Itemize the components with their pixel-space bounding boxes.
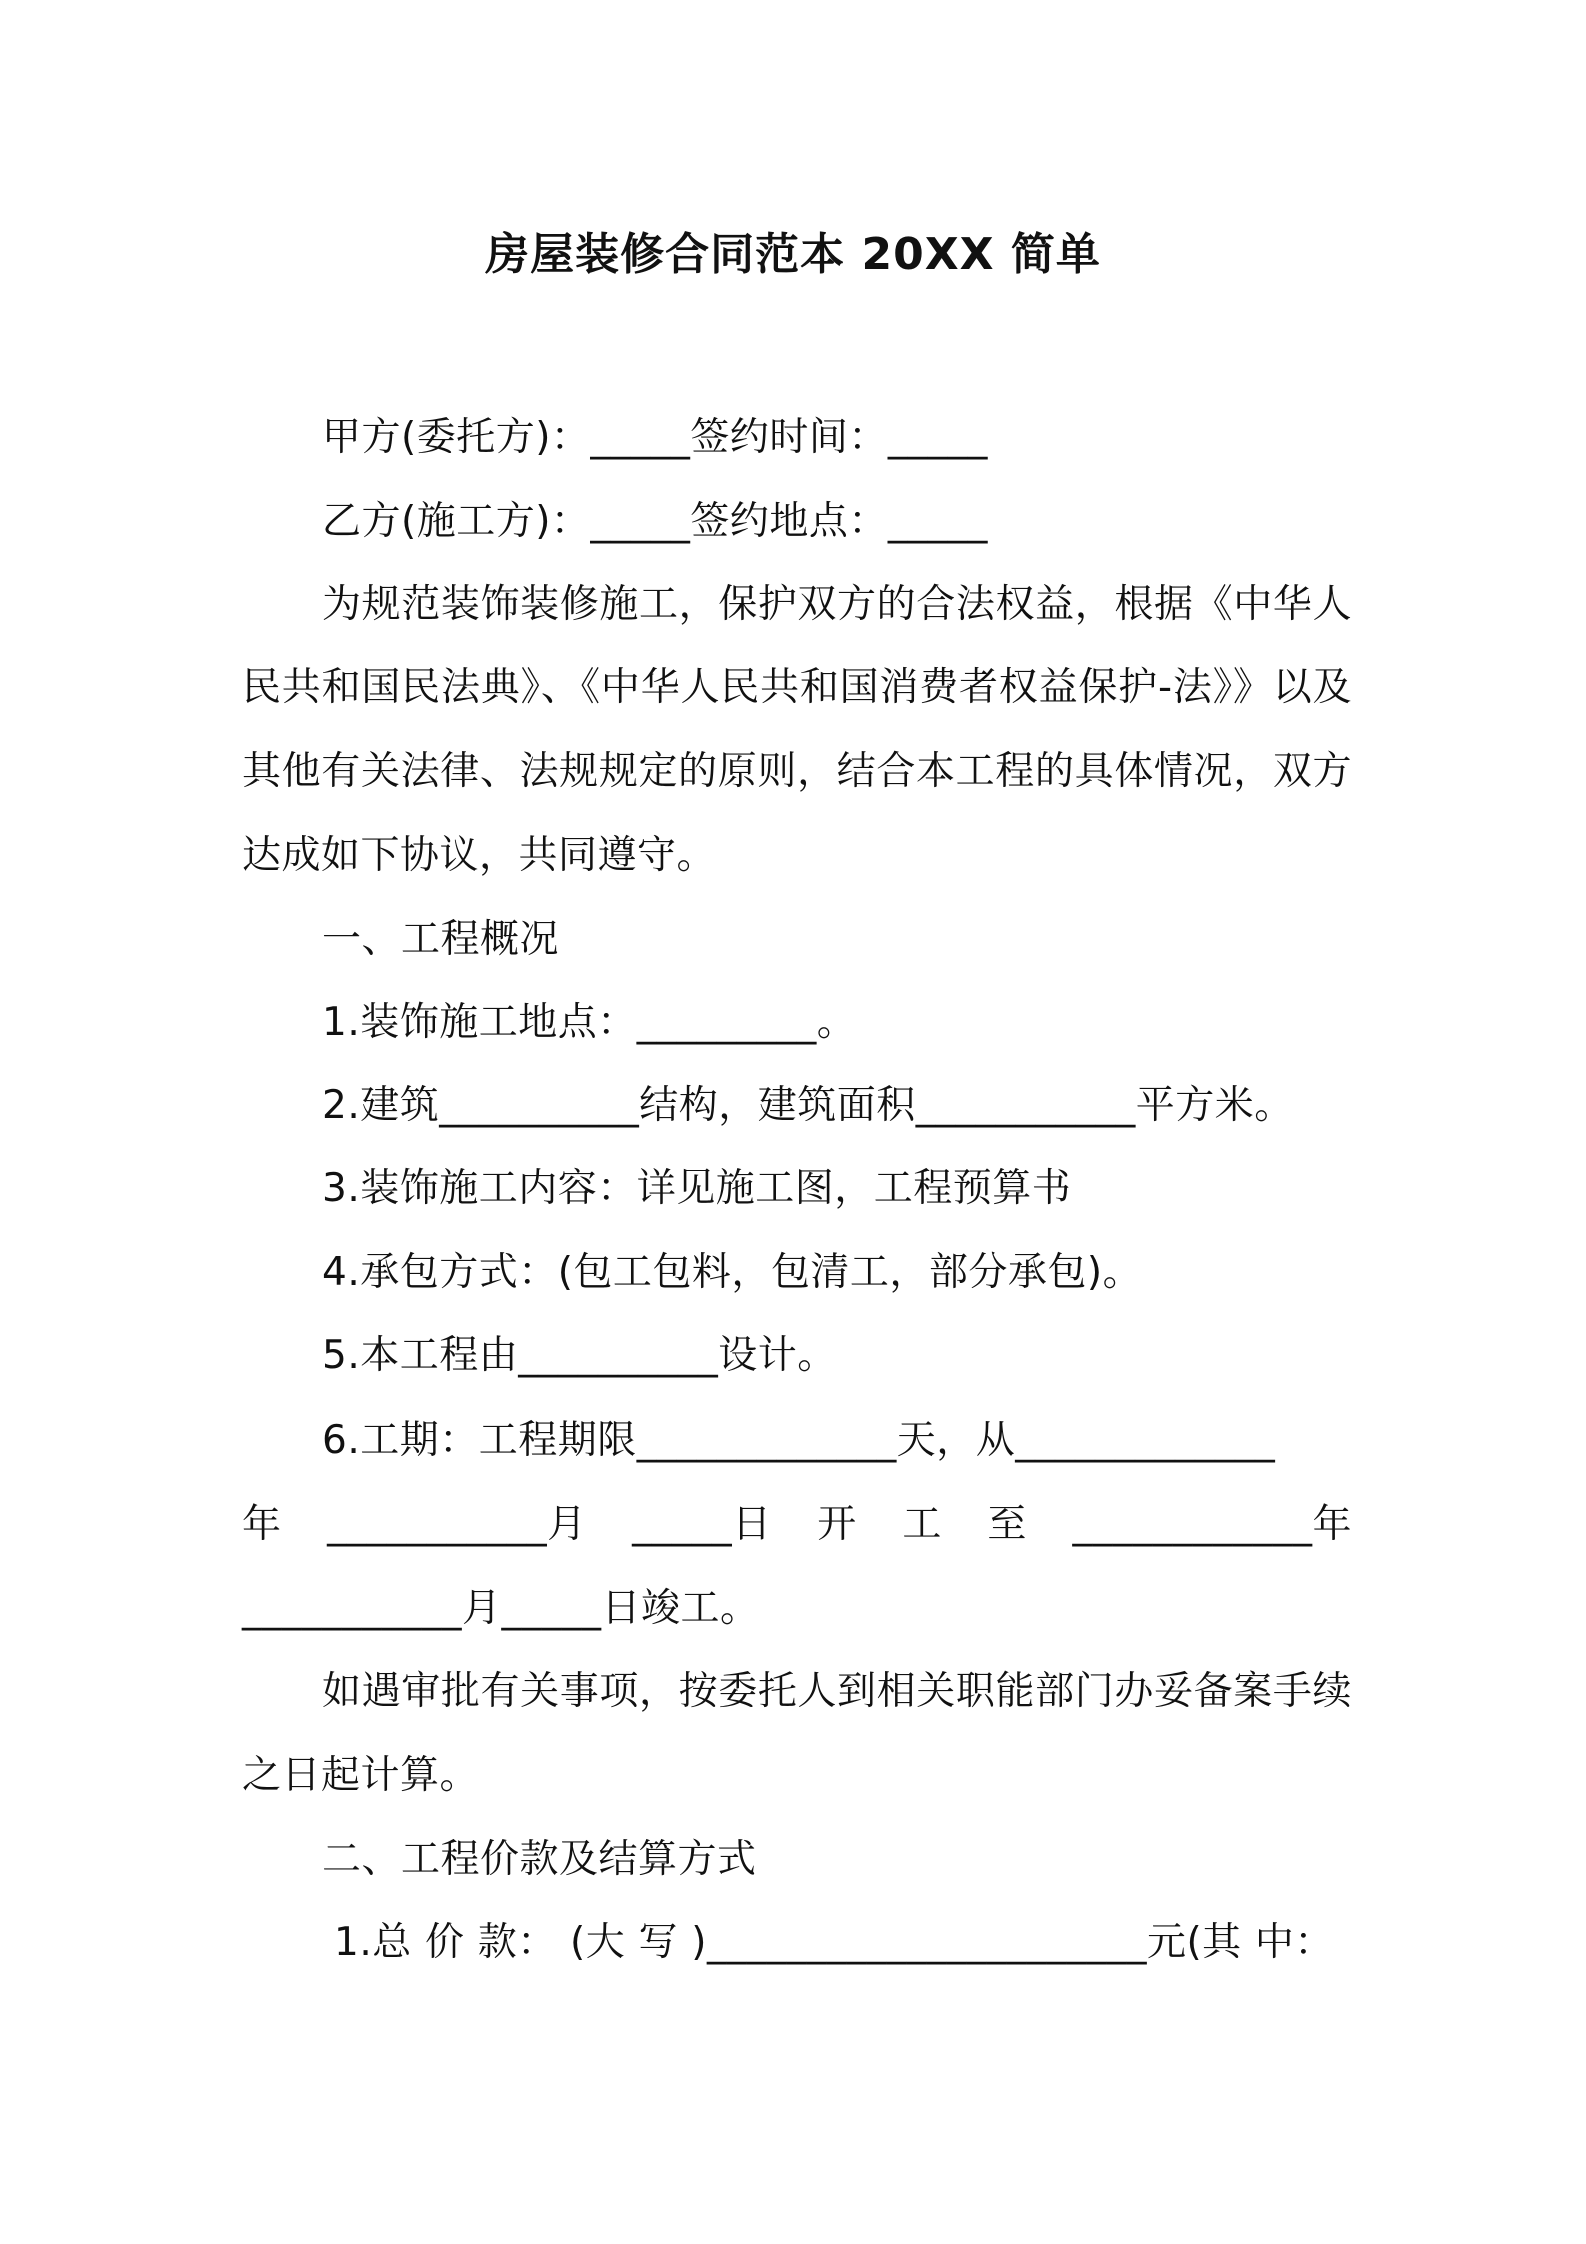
date-fragment: 工	[902, 1502, 942, 1547]
price-fragment: )______________________元(其	[691, 1920, 1242, 1965]
price-fragment: 款：	[477, 1920, 557, 1965]
preamble-line-2: 民共和国民法典》、《中华人民共和国消费者权益保护-法》》以及	[242, 665, 1352, 710]
item-1-location: 1.装饰施工地点：_________。	[322, 1000, 857, 1045]
item-3-content: 3.装饰施工内容：详见施工图，工程预算书	[322, 1166, 1072, 1211]
date-fragment: ___________月	[327, 1502, 587, 1547]
item-6-duration-line-1: 6.工期：工程期限_____________天，从_____________	[322, 1418, 1276, 1463]
preamble-line-3: 其他有关法律、法规规定的原则，结合本工程的具体情况，双方	[242, 749, 1352, 794]
item-4-contract-method: 4.承包方式：(包工包料，包清工，部分承包)。	[322, 1250, 1143, 1295]
item-6-duration-line-2	[242, 1502, 1352, 1547]
date-fragment: _____日	[632, 1502, 772, 1547]
price-fragment: 中：	[1254, 1920, 1334, 1965]
preamble-line-1: 为规范装饰装修施工，保护双方的合法权益，根据《中华人	[322, 582, 1352, 627]
price-fragment: 1.总	[334, 1920, 412, 1965]
total-price-line	[334, 1920, 1334, 1965]
document-title: 房屋装修合同范本 20XX 简单	[485, 229, 1101, 280]
party-b-line: 乙方(施工方)：_____签约地点：_____	[322, 499, 988, 544]
party-a-line: 甲方(委托方)：_____签约时间：_____	[322, 415, 988, 460]
price-fragment: 写	[638, 1920, 678, 1965]
section-2-heading: 二、工程价款及结算方式	[322, 1837, 757, 1882]
date-fragment: 年	[242, 1502, 282, 1547]
item-2-structure: 2.建筑__________结构，建筑面积___________平方米。	[322, 1083, 1294, 1128]
date-fragment: 至	[987, 1502, 1027, 1547]
item-6-duration-line-3: ___________月_____日竣工。	[242, 1586, 760, 1631]
date-fragment: 开	[817, 1502, 857, 1547]
approval-line-2: 之日起计算。	[242, 1753, 480, 1798]
price-fragment: (大	[570, 1920, 626, 1965]
approval-line-1: 如遇审批有关事项，按委托人到相关职能部门办妥备案手续	[322, 1669, 1352, 1714]
price-fragment: 价	[424, 1920, 465, 1965]
preamble-line-4: 达成如下协议，共同遵守。	[242, 833, 717, 878]
date-fragment: ____________年	[1072, 1502, 1352, 1547]
section-1-heading: 一、工程概况	[322, 917, 560, 962]
item-5-designer: 5.本工程由__________设计。	[322, 1333, 837, 1378]
